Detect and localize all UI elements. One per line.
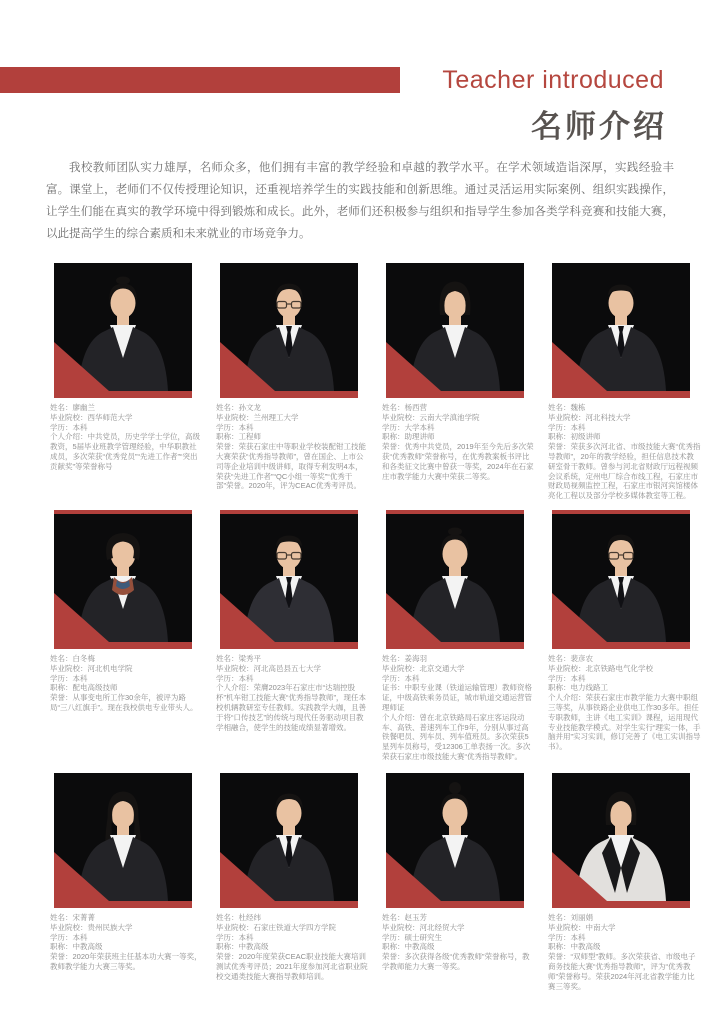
field-value: 河北机电学院 <box>87 663 133 673</box>
teacher-field <box>548 952 701 991</box>
teacher-info <box>46 913 204 972</box>
teacher-portrait-photo <box>386 263 524 391</box>
teacher-card <box>544 773 702 991</box>
field-label: 毕业院校： <box>548 922 586 932</box>
field-label: 个人介绍： <box>216 683 254 693</box>
teacher-field <box>216 413 369 423</box>
teacher-field <box>548 654 701 664</box>
field-value: 魏栋 <box>570 403 586 412</box>
field-label: 职称： <box>216 432 239 442</box>
portrait-illustration <box>54 773 192 901</box>
teacher-field <box>50 664 203 674</box>
teacher-field <box>382 674 535 684</box>
field-value: 优秀中共党员，2019年至今先后多次荣获“优秀教师”荣誉称号，在优秀教案板书评比和各类征文比赛中曾获一等奖，2024年在石家庄市教学能力大赛中荣获二等奖。 <box>382 442 534 481</box>
teacher-info <box>212 913 370 982</box>
field-value: 荣获多次河北省、市级技能大赛“优秀指导教师”，20年的教学经验，担任信息技术教研室骨干教师。曾参与河北省财政厅远程视频会议系统，定州电厂综合布线工程，石家庄市财政局视频监控工程，石家庄市银河宾馆楼体亮化工程以及部分学校多媒体教室等工程。 <box>548 442 701 501</box>
teacher-field <box>382 654 535 664</box>
photo-bottom-accent <box>386 391 524 398</box>
field-label: 毕业院校： <box>382 922 420 932</box>
teacher-card <box>378 773 536 972</box>
teacher-field <box>50 952 203 972</box>
field-label: 学历： <box>382 422 405 432</box>
teacher-info <box>544 913 702 991</box>
teacher-field <box>382 403 535 413</box>
intro-paragraph: 我校教师团队实力雄厚，名师众多，他们拥有丰富的教学经验和卓越的教学水平。在学术领域造诣深厚，实践经验丰富。课堂上，老师们不仅传授理论知识，还重视培养学生的实践技能和创新思维。通过灵活运用实际案例、组织实践操作，让学生们能在真实的教学环境中得到锻炼和成长。此外，老师们还积极参与组织和指导学生参加各类学科竞赛和技能大赛，以此提高学生的综合素质和未来就业的市场竞争力。 <box>46 162 674 240</box>
field-label: 个人介绍： <box>548 693 586 703</box>
portrait-illustration <box>220 514 358 642</box>
photo-bottom-accent <box>552 642 690 649</box>
teacher-field <box>548 664 701 674</box>
teacher-field <box>50 693 203 713</box>
field-value: 初级讲师 <box>570 432 601 442</box>
teacher-field <box>548 933 701 943</box>
teacher-photo-block <box>54 263 192 398</box>
photo-bottom-accent <box>386 901 524 908</box>
teacher-field <box>216 654 369 664</box>
field-label: 职称： <box>548 942 571 952</box>
teacher-field <box>548 432 701 442</box>
teacher-field <box>382 952 535 972</box>
teacher-field <box>382 442 535 481</box>
field-label: 姓名： <box>216 913 239 922</box>
portrait-illustration <box>220 773 358 901</box>
teacher-row-3 <box>46 773 706 991</box>
teacher-card <box>212 510 370 732</box>
teacher-info <box>378 654 536 762</box>
teacher-field <box>50 933 203 943</box>
portrait-illustration <box>386 773 524 901</box>
teacher-field <box>382 713 535 762</box>
field-label: 职称： <box>382 942 405 952</box>
field-value: 廖幽兰 <box>72 403 95 412</box>
field-label: 毕业院校： <box>50 663 88 673</box>
field-value: “双师型”教师。多次荣获省、市级电子商务技能大赛“优秀指导教师”，评为“优秀教师”荣誉称号。荣获2024年河北省教学能力比赛三等奖。 <box>548 952 696 991</box>
photo-bottom-accent <box>54 642 192 649</box>
teacher-portrait-photo <box>552 773 690 901</box>
field-value: 本科 <box>72 932 88 942</box>
field-label: 学历： <box>548 673 571 683</box>
field-label: 荣誉： <box>216 952 239 962</box>
teacher-field <box>382 683 535 712</box>
teacher-field <box>216 664 369 674</box>
teacher-photo-block <box>220 514 358 649</box>
field-label: 姓名： <box>50 913 73 922</box>
field-value: 刘丽娟 <box>570 913 593 922</box>
field-value: 硕士研究生 <box>404 932 442 942</box>
teacher-field <box>382 933 535 943</box>
portrait-illustration <box>386 263 524 391</box>
field-value: 荣获石家庄中等职业学校装配钳工技能大赛荣获“优秀指导教师”，曾在国企、上市公司等企业培训中级讲师，取得专利发明4本，荣获“先进工作者”“QC小组一等奖”“优秀干部”荣誉。2020年，评为CEAC优秀考评员。 <box>216 442 366 491</box>
field-label: 毕业院校： <box>382 663 420 673</box>
field-label: 姓名： <box>216 654 239 663</box>
field-value: 西华师范大学 <box>87 412 133 422</box>
field-value: 本科 <box>238 673 254 683</box>
teacher-portrait-photo <box>54 514 192 642</box>
field-label: 学历： <box>50 932 73 942</box>
teacher-field <box>548 674 701 684</box>
teacher-field <box>548 683 701 693</box>
field-value: 中教高级 <box>404 942 435 952</box>
field-value: 姜海羽 <box>404 654 427 663</box>
teacher-card <box>378 510 536 762</box>
teacher-photo-block <box>220 263 358 398</box>
teacher-portrait-photo <box>552 263 690 391</box>
teacher-field <box>548 442 701 501</box>
page-title-english: Teacher introduced <box>442 66 664 94</box>
field-label: 姓名： <box>50 654 73 663</box>
teacher-card <box>544 510 702 752</box>
field-value: 裴彦农 <box>570 654 593 663</box>
field-label: 学历： <box>382 932 405 942</box>
teacher-field <box>548 403 701 413</box>
field-label: 毕业院校： <box>216 663 254 673</box>
field-value: 中教高级 <box>72 942 103 952</box>
field-label: 荣誉： <box>216 442 239 452</box>
teacher-field <box>382 413 535 423</box>
field-label: 姓名： <box>382 913 405 922</box>
teacher-card <box>212 263 370 491</box>
field-label: 荣誉： <box>548 442 571 452</box>
field-value: 大学本科 <box>404 422 435 432</box>
field-value: 杨西营 <box>404 403 427 412</box>
teacher-portrait-photo <box>220 773 358 901</box>
teacher-info <box>46 403 204 472</box>
teacher-portrait-photo <box>220 514 358 642</box>
field-value: 中教高级 <box>238 942 269 952</box>
field-value: 本科 <box>72 673 88 683</box>
teacher-field <box>216 423 369 433</box>
teacher-field <box>548 413 701 423</box>
teacher-portrait-photo <box>386 773 524 901</box>
field-label: 荣誉： <box>382 442 405 452</box>
field-value: 配电高级技师 <box>72 683 118 693</box>
teacher-photo-block <box>552 263 690 398</box>
field-label: 证书： <box>382 683 405 693</box>
field-label: 姓名： <box>382 654 405 663</box>
teacher-info <box>212 403 370 491</box>
teacher-field <box>50 923 203 933</box>
field-value: 本科 <box>238 932 254 942</box>
teacher-info <box>544 403 702 501</box>
teacher-portrait-photo <box>54 773 192 901</box>
teacher-info <box>212 654 370 732</box>
teacher-field <box>216 942 369 952</box>
teacher-portrait-photo <box>552 514 690 642</box>
photo-bottom-accent <box>220 642 358 649</box>
field-value: 梁秀平 <box>238 654 261 663</box>
teacher-field <box>382 942 535 952</box>
field-label: 学历： <box>50 422 73 432</box>
teacher-field <box>548 693 701 752</box>
field-value: 河北科技大学 <box>585 412 631 422</box>
field-label: 学历： <box>216 422 239 432</box>
field-value: 河北经贸大学 <box>419 922 465 932</box>
field-label: 个人介绍： <box>50 432 88 442</box>
field-value: 从事变电所工作30余年，被评为路局“三八红旗手”。现在我校供电专业带头人。 <box>50 693 198 712</box>
teacher-row-2 <box>46 510 706 762</box>
portrait-illustration <box>54 514 192 642</box>
teacher-field <box>216 432 369 442</box>
teacher-field <box>50 654 203 664</box>
field-value: 中职专业课（铁道运输管理）教师资格证，中级高铁乘务员证，城市轨道交通运营管理师证 <box>382 683 532 712</box>
photo-bottom-accent <box>386 642 524 649</box>
teacher-card <box>544 263 702 501</box>
field-label: 职称： <box>548 432 571 442</box>
field-value: 孙文龙 <box>238 403 261 412</box>
teacher-field <box>382 923 535 933</box>
field-value: 本科 <box>570 932 586 942</box>
photo-bottom-accent <box>220 391 358 398</box>
teacher-field <box>382 664 535 674</box>
field-label: 职称： <box>548 683 571 693</box>
teacher-field <box>50 683 203 693</box>
teacher-field <box>548 423 701 433</box>
teacher-field <box>216 683 369 732</box>
field-label: 职称： <box>50 683 73 693</box>
teacher-field <box>50 942 203 952</box>
teacher-field <box>382 432 535 442</box>
field-value: 宋菁菁 <box>72 913 95 922</box>
teacher-field <box>548 923 701 933</box>
photo-bottom-accent <box>54 901 192 908</box>
teacher-portrait-photo <box>386 514 524 642</box>
teacher-field <box>216 403 369 413</box>
teacher-field <box>382 423 535 433</box>
field-value: 助理讲师 <box>404 432 435 442</box>
field-label: 个人介绍： <box>382 712 420 722</box>
teacher-row-1 <box>46 263 706 501</box>
field-value: 北京交通大学 <box>419 663 465 673</box>
teacher-photo-block <box>386 514 524 649</box>
field-label: 学历： <box>216 932 239 942</box>
field-label: 姓名： <box>50 403 73 412</box>
teacher-field <box>216 952 369 981</box>
field-value: 北京铁路电气化学校 <box>585 663 653 673</box>
field-label: 荣誉： <box>382 952 405 962</box>
teacher-card <box>46 263 204 472</box>
field-label: 姓名： <box>548 913 571 922</box>
teacher-field <box>50 423 203 433</box>
portrait-illustration <box>54 263 192 391</box>
field-label: 姓名： <box>548 403 571 412</box>
field-label: 毕业院校： <box>548 412 586 422</box>
field-value: 兰州理工大学 <box>253 412 299 422</box>
photo-bottom-accent <box>552 391 690 398</box>
portrait-illustration <box>552 263 690 391</box>
teacher-field <box>382 913 535 923</box>
teacher-photo-block <box>386 263 524 398</box>
field-label: 毕业院校： <box>382 412 420 422</box>
field-label: 毕业院校： <box>548 663 586 673</box>
field-label: 职称： <box>50 942 73 952</box>
teacher-info <box>378 913 536 972</box>
teacher-photo-block <box>220 773 358 908</box>
field-value: 2020年荣获班主任基本功大赛一等奖，教师教学能力大赛三等奖。 <box>50 952 202 971</box>
field-value: 白冬梅 <box>72 654 95 663</box>
teacher-photo-block <box>386 773 524 908</box>
field-value: 本科 <box>238 422 254 432</box>
field-value: 中共党员，历史学学士学位，高级教资，5届毕业班教学管理经验，中华职教社成员，多次荣获“优秀党员”“先进工作者”“突出贡献奖”等荣誉称号 <box>50 432 200 471</box>
teacher-card <box>46 510 204 713</box>
portrait-illustration <box>386 514 524 642</box>
field-value: 本科 <box>570 422 586 432</box>
field-value: 赵玉芳 <box>404 913 427 922</box>
field-label: 姓名： <box>548 654 571 663</box>
teacher-field <box>50 674 203 684</box>
field-value: 本科 <box>72 422 88 432</box>
field-value: 石家庄铁道大学四方学院 <box>253 922 336 932</box>
field-label: 毕业院校： <box>50 922 88 932</box>
field-label: 学历： <box>50 673 73 683</box>
teacher-field <box>50 403 203 413</box>
teacher-field <box>216 933 369 943</box>
teacher-field <box>548 942 701 952</box>
portrait-illustration <box>552 773 690 901</box>
teacher-card <box>212 773 370 982</box>
teacher-field <box>216 442 369 491</box>
field-value: 中教高级 <box>570 942 601 952</box>
field-label: 学历： <box>382 673 405 683</box>
field-value: 河北高邑县五七大学 <box>253 663 321 673</box>
field-label: 职称： <box>216 942 239 952</box>
photo-bottom-accent <box>54 391 192 398</box>
teacher-card <box>378 263 536 481</box>
field-label: 荣誉： <box>548 952 571 962</box>
field-label: 职称： <box>382 432 405 442</box>
teacher-info <box>544 654 702 752</box>
teacher-info <box>46 654 204 713</box>
field-value: 2020年度荣获CEAC职业技能大赛培训测试优秀考评员；2021年度参加河北省职业院校交通类技能大赛指导教师培训。 <box>216 952 368 981</box>
teacher-field <box>216 674 369 684</box>
portrait-illustration <box>220 263 358 391</box>
field-value: 工程师 <box>238 432 261 442</box>
field-value: 本科 <box>404 673 420 683</box>
field-label: 学历： <box>548 422 571 432</box>
teacher-card <box>46 773 204 972</box>
portrait-illustration <box>552 514 690 642</box>
teacher-photo-block <box>54 773 192 908</box>
field-value: 荣膺2023年石家庄市“达瑞控股杯”机车钳工技能大赛“优秀指导教师”，现任本校机辆教研室专任教师。实践教学大咖，且善于将“口传技艺”的传统与现代任务驱动项目教学相融合，使学生的技能成绩显著增效。 <box>216 683 366 732</box>
header-accent-band <box>0 67 400 93</box>
teacher-field <box>50 913 203 923</box>
field-label: 姓名： <box>382 403 405 412</box>
teacher-portrait-photo <box>54 263 192 391</box>
teacher-info <box>378 403 536 481</box>
teacher-photo-block <box>552 773 690 908</box>
field-label: 姓名： <box>216 403 239 412</box>
teacher-photo-block <box>552 514 690 649</box>
teacher-field <box>50 432 203 471</box>
photo-bottom-accent <box>552 901 690 908</box>
field-value: 电力线路工 <box>570 683 608 693</box>
teacher-photo-block <box>54 514 192 649</box>
teacher-field <box>548 913 701 923</box>
field-label: 毕业院校： <box>216 412 254 422</box>
field-label: 荣誉： <box>50 693 73 703</box>
field-value: 中南大学 <box>585 922 616 932</box>
teacher-field <box>216 923 369 933</box>
teacher-field <box>216 913 369 923</box>
teacher-portrait-photo <box>220 263 358 391</box>
field-value: 本科 <box>570 673 586 683</box>
field-label: 毕业院校： <box>50 412 88 422</box>
field-value: 贵州民族大学 <box>87 922 133 932</box>
field-value: 曾在北京铁路局石家庄客运段动车、高铁、普速列车工作9年，分别从事过高铁餐吧员、列车员、列车值班员。多次荣获5星列车员称号，受12306工单表扬一次。多次荣获石家庄市级技能大赛“优秀指导教师”。 <box>382 712 531 761</box>
page-title-chinese: 名师介绍 <box>531 109 667 144</box>
field-value: 荣获石家庄市教学能力大赛中职组三等奖，从事铁路企业供电工作30多年。担任专职教师，主讲《电工实训》课程，运用现代专业技能教学模式。对学生实行“理实一体，手脑并用”实习实训，修订完善了《电工实训指导书》。 <box>548 693 701 752</box>
teacher-field <box>50 413 203 423</box>
field-label: 毕业院校： <box>216 922 254 932</box>
photo-bottom-accent <box>220 901 358 908</box>
field-label: 学历： <box>548 932 571 942</box>
field-label: 学历： <box>216 673 239 683</box>
field-value: 云南大学滇池学院 <box>419 412 480 422</box>
field-value: 杜经纬 <box>238 913 261 922</box>
field-value: 多次获得各级“优秀教师”荣誉称号，教学教师能力大赛一等奖。 <box>382 952 530 971</box>
field-label: 荣誉： <box>50 952 73 962</box>
